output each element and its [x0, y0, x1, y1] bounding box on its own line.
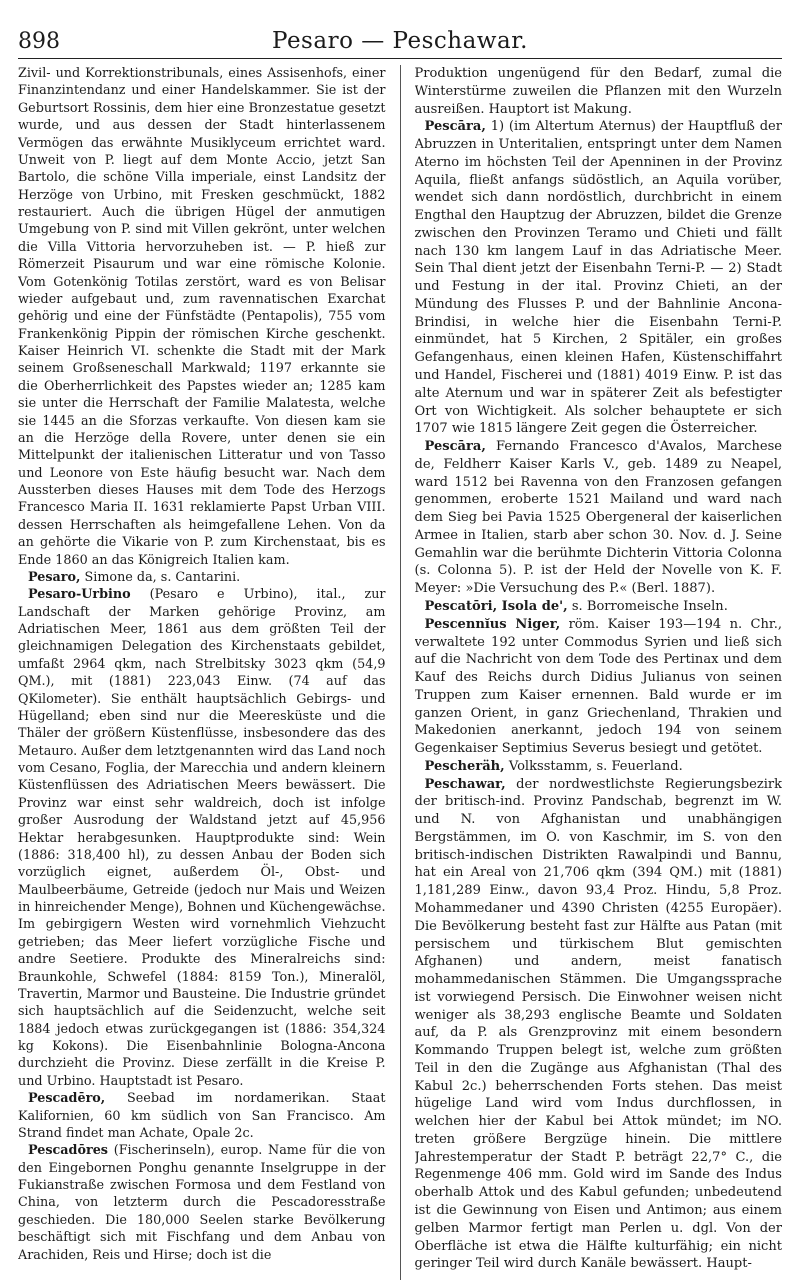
page-header: [18, 28, 782, 59]
page-number: 898: [18, 29, 60, 54]
entry-peschawar: [415, 776, 783, 1273]
entry-headword: Pesaro-Urbino: [28, 587, 131, 603]
entry-text: Fernando Francesco d'Avalos, Marchese de, Feldherr Kaiser Karls V., geb. 1489 zu Neapel, ward 1512 bei Ravenna von den Franzosen gefangen genommen, eroberte 1521 Mailand und ward nach dem Sieg bei Pavia 1525 Obergeneral der kaiserlichen Armee in Italien, starb aber schon 30. Nov. d. J. Seine Gemahlin war die berühmte Dichterin Vittoria Colonna (s. Colonna 5). P. ist der Held der Novelle von K. F. Meyer: »Die Versuchung des P.« (Berl. 1887).: [414, 439, 783, 597]
entry-pescadero: [18, 1090, 386, 1142]
column-divider: [400, 65, 401, 1280]
entry-headword: Pescāra,: [424, 439, 486, 455]
page-title: Pesaro — Peschawar.: [272, 28, 528, 54]
entry-text: Volksstamm, s. Feuerland.: [504, 758, 683, 774]
entry-pescherah: [415, 758, 783, 776]
entry-text: (Fischerinseln), europ. Name für die von den Eingebornen Ponghu genannte Inselgruppe in der Fukianstraße zwischen Formosa und dem Festland von China, von letzterm durch die Pescadoresstraße geschieden. Die 180,000 Seelen starke Bevölkerung beschäftigt sich mit Fischfang und dem Anbau von Arachiden, Reis und Hirse; doch ist die: [18, 1143, 386, 1263]
entry-pescadores: [18, 1142, 386, 1264]
entry-pescadores-continued: [415, 65, 783, 118]
entry-text: (Pesaro e Urbino), ital., zur Landschaft der Marken gehörige Provinz, am Adriatischen Meer, 1861 aus dem größten Teil der gleichnamigen Delegation des Kirchenstaats gebildet, umfaßt 2964 qkm, nach Strelbitsky 3023 qkm (54,9 QM.), mit (1881) 223,043 Einw. (74 auf das QKilometer). Sie enthält hauptsächlich Gebirgs- und Hügelland; eben sind nur die Meeresküste und die Thäler der größern Küstenflüsse, insbesondere das des Metauro. Außer dem letztgenannten wird das Land noch vom Cesano, Foglia, der Marecchia und andern kleinern Küstenflüssen des Adriatischen Meers bewässert. Die Provinz war einst sehr waldreich, doch ist infolge großer Ausrodung der Waldstand jetzt auf 45,956 Hektar herabgesunken. Hauptprodukte sind: Wein (1886: 318,400 hl), zu dessen Anbau der Boden sich vorzüglich eignet, außerdem Öl-, Obst- und Maulbeerbäume, Getreide (jedoch nur Mais und Weizen in hinreichender Menge), Bohnen und Küchengewächse. Im gebirgigern Westen wird vornehmlich Viehzucht getrieben; das Meer liefert vorzügliche Fische und andre Seetiere. Produkte des Mineralreichs sind: Braunkohle, Schwefel (1884: 8159 Ton.), Mineralöl, Travertin, Marmor und Bausteine. Die Industrie gründet sich hauptsächlich auf die Seidenzucht, welche seit 1884 jedoch etwas zurückgegangen ist (1886: 354,324 kg Kokons). Die Eisenbahnlinie Bologna-Ancona durchzieht die Provinz. Diese zerfällt in die Kreise P. und Urbino. Hauptstadt ist Pesaro.: [18, 587, 386, 1089]
left-column: [18, 65, 386, 1280]
entry-text: Produktion ungenügend für den Bedarf, zumal die Winterstürme zuweilen die Pflanzen mit den Wurzeln ausreißen. Hauptort ist Makung.: [414, 66, 783, 117]
entry-headword: Peschawar,: [424, 776, 506, 792]
entry-headword: Pescadēro,: [28, 1091, 106, 1107]
entry-headword: Pescennĭus Niger,: [424, 616, 561, 632]
entry-pescatori: [415, 598, 783, 616]
entry-pescara-avalos: [415, 438, 783, 598]
entry-pesaro-simone: [18, 569, 386, 586]
text-columns: [18, 65, 782, 1280]
entry-pescennius: [415, 616, 783, 758]
entry-text: der nordwestlichste Regierungsbezirk der britisch-ind. Provinz Pandschab, begrenzt im W. und N. von Afghanistan und unabhängigen Bergstämmen, im O. von Kaschmir, im S. von den britisch-indischen Distrikten Rawalpindi und Bannu, hat ein Areal von 21,706 qkm (394 QM.) mit (1881) 1,181,289 Einw., davon 93,4 Proz. Hindu, 5,8 Proz. Mohammedaner und 4390 Christen (4255 Europäer). Die Bevölkerung besteht fast zur Hälfte aus Patan (mit persischem und türkischem Blut gemischten Afghanen) und andern, meist fanatisch mohammedanischen Stämmen. Die Umgangssprache ist vorwiegend Persisch. Die Einwohner weisen nicht weniger als 38,293 englische Beamte und Soldaten auf, da P. als Grenzprovinz mit einem besondern Kommando Truppen belegt ist, welche zum größten Teil in den die Zugänge aus Afghanistan (Thal des Kabul 2c.) beherrschenden Forts stehen. Das meist hügelige Land wird vom Indus durchflossen, in welchen hier der Kabul bei Attok mündet; im NO. treten größere Bergzüge hinein. Die mittlere Jahrestemperatur der Stadt P. beträgt 22,7° C., die Regenmenge 406 mm. Gold wird im Sande des Indus oberhalb Attok und des Kabul gefunden; unbedeutend ist die Gewinnung von Eisen und Antimon; aus einem gelben Marmor fertigt man Perlen u. dgl. Von der Oberfläche ist etwa die Hälfte kulturfähig; ein nicht geringer Teil wird durch Kanäle bewässert. Haupt-: [414, 776, 783, 1272]
entry-headword: Pescadōres: [28, 1143, 108, 1159]
entry-headword: Pescatōri, Isola de',: [424, 598, 568, 614]
entry-text: 1) (im Altertum Aternus) der Hauptfluß der Abruzzen in Unteritalien, entspringt unter dem Namen Aterno im höchsten Teil der Apenninen in der Provinz Aquila, fließt anfangs südöstlich, an Aquila vorüber, wendet sich dann nordöstlich, durchbricht in einem Engthal den Hauptzug der Abruzzen, bildet die Grenze zwischen den Provinzen Teramo und Chieti und fällt nach 130 km langem Lauf in das Adriatische Meer. Sein Thal dient jetzt der Eisenbahn Terni-P. — 2) Stadt und Festung in der ital. Provinz Chieti, an der Mündung des Flusses P. und der Bahnlinie Ancona-Brindisi, in welche hier die Eisenbahn Terni-P. einmündet, hat 5 Kirchen, 2 Spitäler, ein großes Gefangenhaus, einen kleinen Hafen, Küstenschiffahrt und Handel, Fischerei und (1881) 4019 Einw. P. ist das alte Aternum und war in späterer Zeit als befestigter Ort von Wichtigkeit. Als solcher behauptete er sich 1707 wie 1815 längere Zeit gegen die Österreicher.: [414, 119, 783, 437]
entry-text: röm. Kaiser 193—194 n. Chr., verwaltete 192 unter Commodus Syrien und ließ sich auf die Nachricht von dem Tode des Pertinax und dem Kauf des Reichs durch Didius Julianus von seinen Truppen zum Kaiser ernennen. Bald wurde er im ganzen Orient, in ganz Griechenland, Thrakien und Makedonien anerkannt, jedoch 194 von seinem Gegenkaiser Septimius Severus besiegt und getötet.: [414, 616, 783, 757]
right-column: [415, 65, 783, 1280]
entry-headword: Pesaro,: [28, 569, 81, 585]
entry-text: Zivil- und Korrektionstribunals, eines Assisenhofs, einer Finanzintendanz und einer Handelskammer. Sie ist der Geburtsort Rossinis, dem hier eine Bronzestatue gesetzt wurde, und aus dessen der Stadt hinterlassenem Vermögen das erwähnte Musiklyceum errichtet ward. Unweit von P. liegt auf dem Monte Accio, jetzt San Bartolo, die schöne Villa imperiale, einst Landsitz der Herzöge von Urbino, mit Fresken geschmückt, 1882 restauriert. Auch die übrigen Hügel der anmutigen Umgebung von P. sind mit Villen gekrönt, unter welchen die Villa Vittoria hervorzuheben ist. — P. hieß zur Römerzeit Pisaurum und war eine römische Kolonie. Vom Gotenkönig Totilas zerstört, ward es von Belisar wieder aufgebaut und, zum ravennatischen Exarchat gehörig und eine der Fünfstädte (Pentapolis), 755 vom Frankenkönig Pippin der römischen Kirche geschenkt. Kaiser Heinrich VI. schenkte die Stadt mit der Mark seinem Großseneschall Markwald; 1197 erkannte sie die Oberherrlichkeit des Papstes wieder an; 1285 kam sie unter die Herrschaft der Familie Malatesta, welche sie 1445 an die Sforzas verkaufte. Von diesen kam sie an die Herzöge della Rovere, unter denen sie ein Mittelpunkt der italienischen Litteratur und von Tasso und Leonore von Este häufig besucht war. Nach dem Aussterben dieses Hauses mit dem Tode des Herzogs Francesco Maria II. 1631 reklamierte Papst Urban VIII. dessen Herrschaften als heimgefallene Lehen. Von da an gehörte die Vikarie von P. zum Kirchenstaat, bis es Ende 1860 an das Königreich Italien kam.: [18, 66, 386, 568]
entry-text: Simone da, s. Cantarini.: [80, 569, 241, 585]
entry-pesaro-continued: [18, 65, 386, 569]
entry-headword: Pescheräh,: [424, 758, 505, 774]
entry-headword: Pescāra,: [424, 119, 486, 135]
entry-text: Seebad im nordamerikan. Staat Kalifornien, 60 km südlich von San Francisco. Am Strand findet man Achate, Opale 2c.: [18, 1091, 386, 1141]
entry-pescara-river: [415, 118, 783, 438]
entry-pesaro-urbino: [18, 586, 386, 1090]
entry-text: s. Borromeische Inseln.: [567, 598, 728, 614]
